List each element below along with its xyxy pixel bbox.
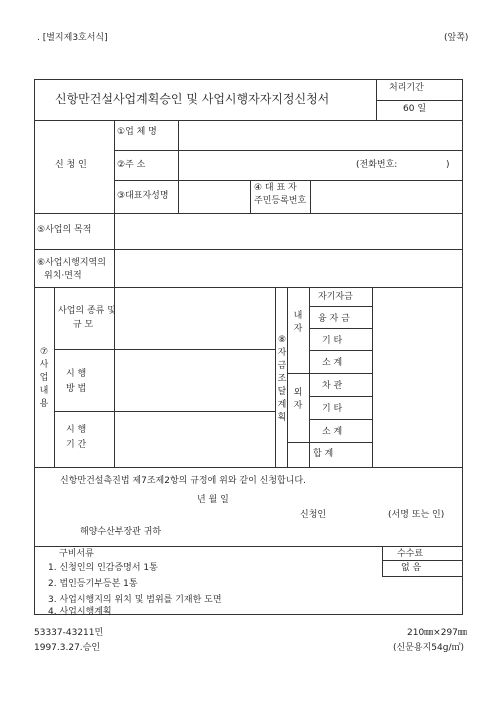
document-item: 2. 법인등기부등본 1통 <box>48 579 138 589</box>
funding-row-label: 기 타 <box>322 336 343 346</box>
method-label-2: 방 법 <box>66 384 87 394</box>
representative-name-label: ③대표자성명 <box>117 191 169 201</box>
funding-row-label: 자기자금 <box>318 292 353 302</box>
processing-period-label: 처리기간 <box>389 83 424 93</box>
purpose-label: ⑤사업의 목적 <box>37 225 92 235</box>
period-label-1: 시 행 <box>66 425 87 435</box>
paper-type: (신문용지54g/㎡) <box>393 643 464 653</box>
kind-label-2: 규 모 <box>73 320 94 330</box>
funding-section-label: ⑧ 자 금 조 달 계 획 <box>277 335 287 424</box>
method-label-1: 시 행 <box>66 369 87 379</box>
funding-row-label: 기 타 <box>322 404 343 414</box>
funding-total-label: 합 계 <box>313 449 334 459</box>
applicant-sign-label: 신청인 <box>300 510 327 520</box>
address-label: ②주 소 <box>117 160 146 170</box>
funding-internal-label: 내 자 <box>293 311 303 335</box>
fee-label: 수수료 <box>397 549 424 559</box>
declaration-date: 년 월 일 <box>197 495 229 505</box>
fee-value: 없 음 <box>401 563 422 573</box>
representative-id-label-1: ④ 대 표 자 <box>254 183 297 193</box>
document-item: 3. 사업시행지의 위치 및 범위를 기재한 도면 <box>48 595 222 605</box>
documents-title: 구비서류 <box>59 549 94 559</box>
declaration-text: 신항만건설촉진법 제7조제2항의 규정에 위와 같이 신청합니다. <box>60 476 306 486</box>
applicant-section-label: 신 청 인 <box>55 160 87 170</box>
document-item: 4. 사업시행계획 <box>48 607 112 617</box>
period-label-2: 기 간 <box>66 440 87 450</box>
signature-note: (서명 또는 인) <box>388 510 445 520</box>
document-item: 1. 신청인의 인감증명서 1통 <box>48 563 158 573</box>
form-number: . [별지제3호서식] <box>37 33 108 43</box>
funding-row-label: 차 관 <box>322 381 343 391</box>
approval-date: 1997.3.27.승인 <box>34 643 101 653</box>
funding-row-label: 융 자 금 <box>318 314 350 324</box>
page-side: (앞쪽) <box>444 33 469 43</box>
paper-size: 210㎜×297㎜ <box>407 628 467 638</box>
form-title: 신항만건설사업계획승인 및 사업시행자자지정신청서 <box>55 92 330 106</box>
kind-label-1: 사업의 종류 및 <box>58 306 116 316</box>
location-label-2: 위치·면적 <box>44 271 82 281</box>
phone-close: ) <box>446 160 450 170</box>
addressee: 해양수산부장관 귀하 <box>80 527 162 537</box>
content-section-label: ⑦ 사 업 내 용 <box>39 347 49 410</box>
funding-row-label: 소 계 <box>322 427 343 437</box>
company-name-label: ①업 체 명 <box>117 127 157 137</box>
phone-label: (전화번호: <box>356 160 398 170</box>
processing-period-value: 60 일 <box>403 104 427 114</box>
funding-row-label: 소 계 <box>322 358 343 368</box>
funding-external-label: 외 자 <box>293 388 303 412</box>
location-label-1: ⑥사업시행지역의 <box>37 258 106 268</box>
representative-id-label-2: 주민등록번호 <box>254 196 307 206</box>
form-code: 53337-43211민 <box>34 628 104 638</box>
